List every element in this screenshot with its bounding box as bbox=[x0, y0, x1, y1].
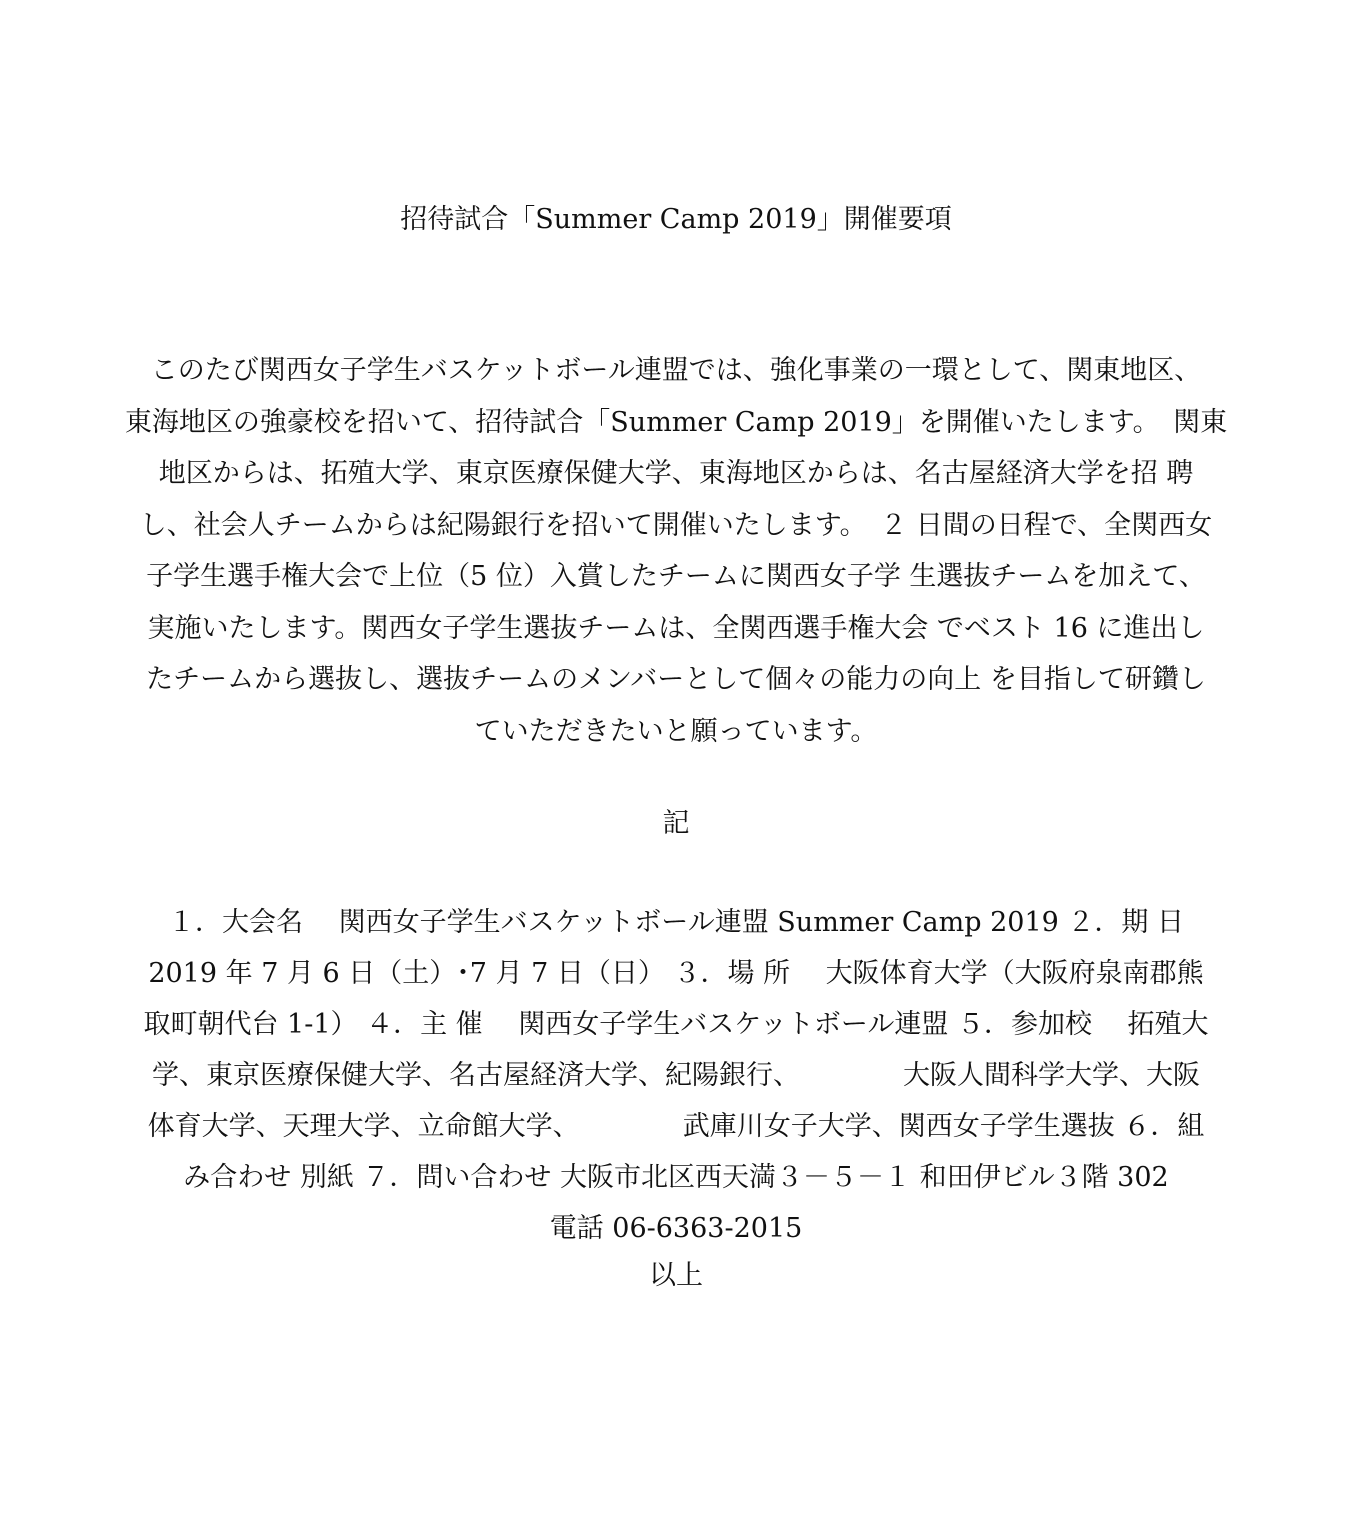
document-title: 招待試合「Summer Camp 2019」開催要項 bbox=[400, 204, 952, 235]
detail-line: 体育大学、天理大学、立命館大学、 武庫川女子大学、関西女子学生選抜 ６．組 bbox=[147, 1111, 1205, 1142]
detail-line: み合わせ 別紙 ７．問い合わせ 大阪市北区西天満３－５－１ 和田伊ビル３階 302 bbox=[183, 1162, 1169, 1193]
details-section bbox=[62, 897, 1290, 1254]
body-line: 地区からは、拓殖大学、東京医療保健大学、東海地区からは、名古屋経済大学を招 聘 bbox=[158, 458, 1194, 489]
body-line: 実施いたします。関西女子学生選抜チームは、全関西選手権大会 でベスト 16 に進出し bbox=[147, 612, 1205, 644]
detail-line: 2019 年 7 月 6 日（土）･7 月 7 日（日） ３．場 所 大阪体育大学（大阪府泉南郡熊 bbox=[148, 958, 1204, 989]
detail-line: 取町朝代台 1-1） ４．主 催 関西女子学生バスケットボール連盟 ５．参加校 拓殖大 bbox=[143, 1009, 1209, 1040]
body-line: 東海地区の強豪校を招いて、招待試合「Summer Camp 2019」を開催いたします。 関東 bbox=[124, 406, 1228, 438]
detail-line: １．大会名 関西女子学生バスケットボール連盟 Summer Camp 2019 ２．期 日 bbox=[168, 907, 1184, 938]
body-line: し、社会人チームからは紀陽銀行を招いて開催いたします。 ２ 日間の日程で、全関西女 bbox=[139, 509, 1213, 541]
ki-heading: 記 bbox=[662, 808, 690, 839]
body-line: このたび関西女子学生バスケットボール連盟では、強化事業の一環として、関東地区、 bbox=[150, 355, 1202, 386]
closing-ijou: 以上 bbox=[649, 1260, 703, 1291]
body-paragraph bbox=[62, 345, 1290, 757]
body-line: 子学生選手権大会で上位（5 位）入賞したチームに関西女子学 生選抜チームを加えて、 bbox=[146, 561, 1206, 592]
detail-line: 電話 06‐6363‐2015 bbox=[549, 1213, 803, 1244]
body-line: たチームから選抜し、選抜チームのメンバーとして個々の能力の向上 を目指して研鑽し bbox=[146, 664, 1206, 695]
detail-line: 学、東京医療保健大学、名古屋経済大学、紀陽銀行、 大阪人間科学大学、大阪 bbox=[151, 1060, 1201, 1091]
body-line: ていただきたいと願っています。 bbox=[474, 715, 878, 747]
